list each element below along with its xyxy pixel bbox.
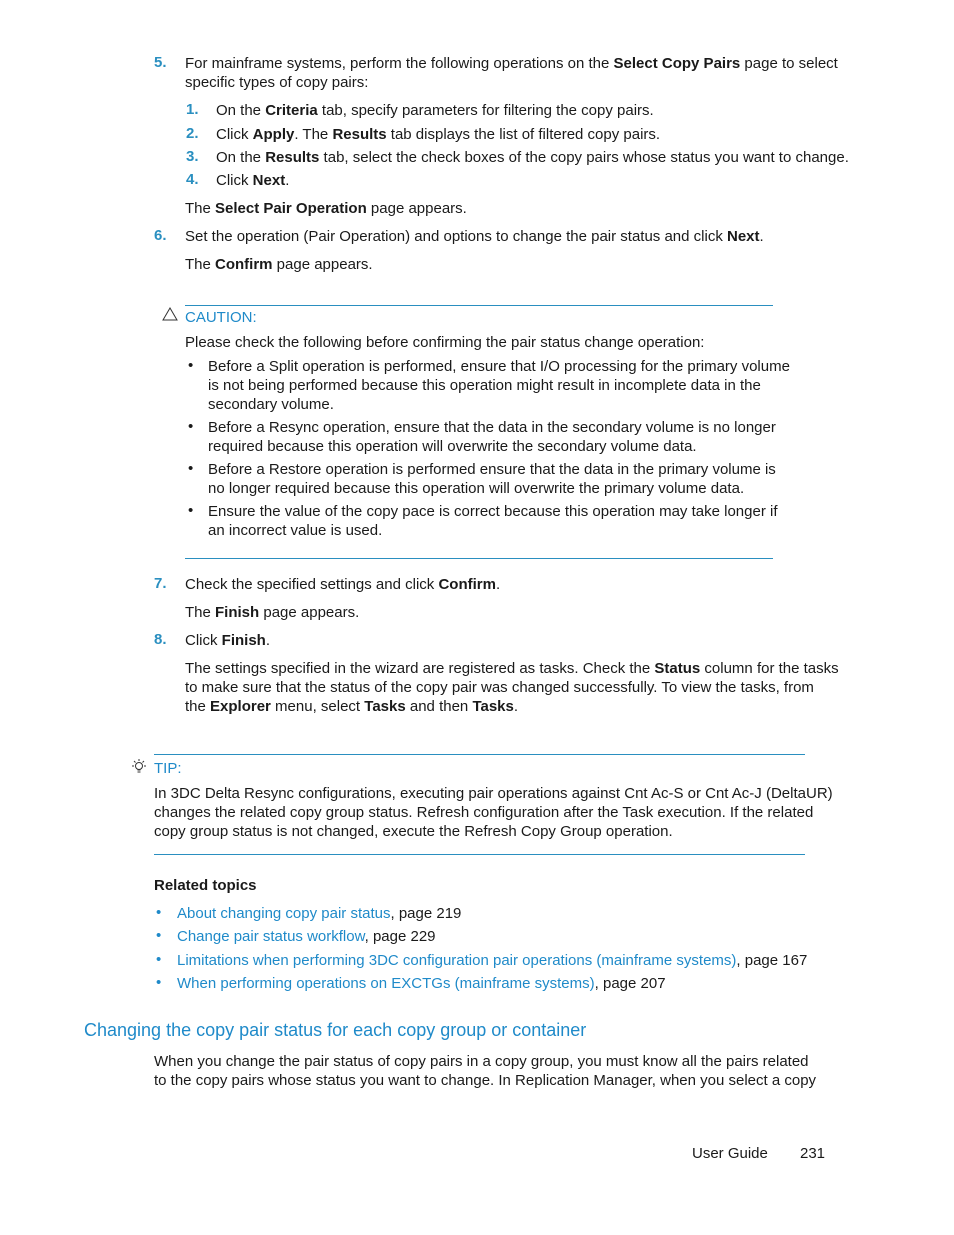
related-item: Change pair status workflow, page 229 (177, 928, 436, 945)
step-number: 6. (154, 227, 167, 244)
page-number: 231 (800, 1145, 826, 1162)
step-number: 7. (154, 575, 167, 592)
bullet-dot: • (188, 357, 194, 374)
step-number: 8. (154, 631, 167, 648)
bullet-dot: • (188, 460, 194, 477)
tip-top-rule (154, 754, 805, 755)
caution-bottom-rule (185, 558, 773, 559)
substep-text: On the Results tab, select the check boxes of the copy pairs whose status you want to change. (216, 149, 849, 166)
substep-text: On the Criteria tab, specify parameters for filtering the copy pairs. (216, 102, 654, 119)
lightbulb-icon (130, 758, 148, 776)
substep-number: 3. (186, 148, 199, 165)
bullet-dot: • (188, 502, 194, 519)
footer-guide: User Guide (692, 1145, 768, 1162)
caution-intro: Please check the following before confirming the pair status change operation: (185, 334, 705, 351)
bullet-dot: • (156, 927, 162, 944)
related-item: When performing operations on EXCTGs (mainframe systems), page 207 (177, 975, 666, 992)
caution-top-rule (185, 305, 773, 306)
step-text-line2: specific types of copy pairs: (185, 74, 369, 91)
caution-icon (162, 307, 178, 321)
substep-text: Click Apply. The Results tab displays the list of filtered copy pairs. (216, 126, 661, 143)
substep-number: 4. (186, 171, 199, 188)
step-paragraph: The settings specified in the wizard are registered as tasks. Check the Status column for the tasks to make sure that the status of the copy pair was changed successfully. To view the tasks, from the Explorer menu, select Tasks and then Tasks. (185, 660, 839, 715)
bullet-dot: • (188, 418, 194, 435)
step-number: 5. (154, 54, 167, 71)
related-heading: Related topics (154, 877, 257, 894)
tip-body: In 3DC Delta Resync configurations, executing pair operations against Cnt Ac-S or Cnt Ac-J (DeltaUR) changes the related copy group status. Refresh configuration after the Task execution. If the related copy group status is not changed, execute the Refresh Copy Group operation. (154, 785, 833, 840)
related-link[interactable]: About changing copy pair status (177, 905, 391, 922)
section-heading: Changing the copy pair status for each copy group or container (84, 1020, 587, 1040)
caution-bullet: Ensure the value of the copy pace is correct because this operation may take longer if an incorrect value is used. (208, 503, 778, 539)
tip-label: TIP: (154, 760, 182, 777)
substep-number: 2. (186, 125, 199, 142)
step-result: The Select Pair Operation page appears. (185, 200, 467, 217)
step-result: The Finish page appears. (185, 604, 360, 621)
substep-number: 1. (186, 101, 199, 118)
related-link[interactable]: Limitations when performing 3DC configuration pair operations (mainframe systems) (177, 952, 737, 969)
caution-bullet: Before a Restore operation is performed ensure that the data in the primary volume is no longer required because this operation will overwrite the primary volume data. (208, 461, 776, 497)
caution-bullet: Before a Resync operation, ensure that the data in the secondary volume is no longer required because this operation will overwrite the secondary volume data. (208, 419, 776, 455)
bullet-dot: • (156, 951, 162, 968)
bullet-dot: • (156, 974, 162, 991)
step-text: Set the operation (Pair Operation) and options to change the pair status and click Next. (185, 228, 764, 245)
related-link[interactable]: Change pair status workflow (177, 928, 365, 945)
caution-label: CAUTION: (185, 309, 257, 326)
related-link[interactable]: When performing operations on EXCTGs (mainframe systems) (177, 975, 595, 992)
section-body: When you change the pair status of copy pairs in a copy group, you must know all the pairs related to the copy pairs whose status you want to change. In Replication Manager, when you select a copy (154, 1053, 817, 1089)
step-result: The Confirm page appears. (185, 256, 373, 273)
tip-bottom-rule (154, 854, 805, 855)
bullet-dot: • (156, 904, 162, 921)
step-text: Click Finish. (185, 632, 271, 649)
step-text: For mainframe systems, perform the following operations on the Select Copy Pairs page to select (185, 55, 838, 72)
substep-text: Click Next. (216, 172, 290, 189)
caution-bullet: Before a Split operation is performed, ensure that I/O processing for the primary volume is not being performed because this operation might result in incomplete data in the secondary volume. (208, 358, 790, 413)
related-item: Limitations when performing 3DC configuration pair operations (mainframe systems), page 167 (177, 952, 808, 969)
step-text: Check the specified settings and click Confirm. (185, 576, 501, 593)
related-item: About changing copy pair status, page 219 (177, 905, 462, 922)
